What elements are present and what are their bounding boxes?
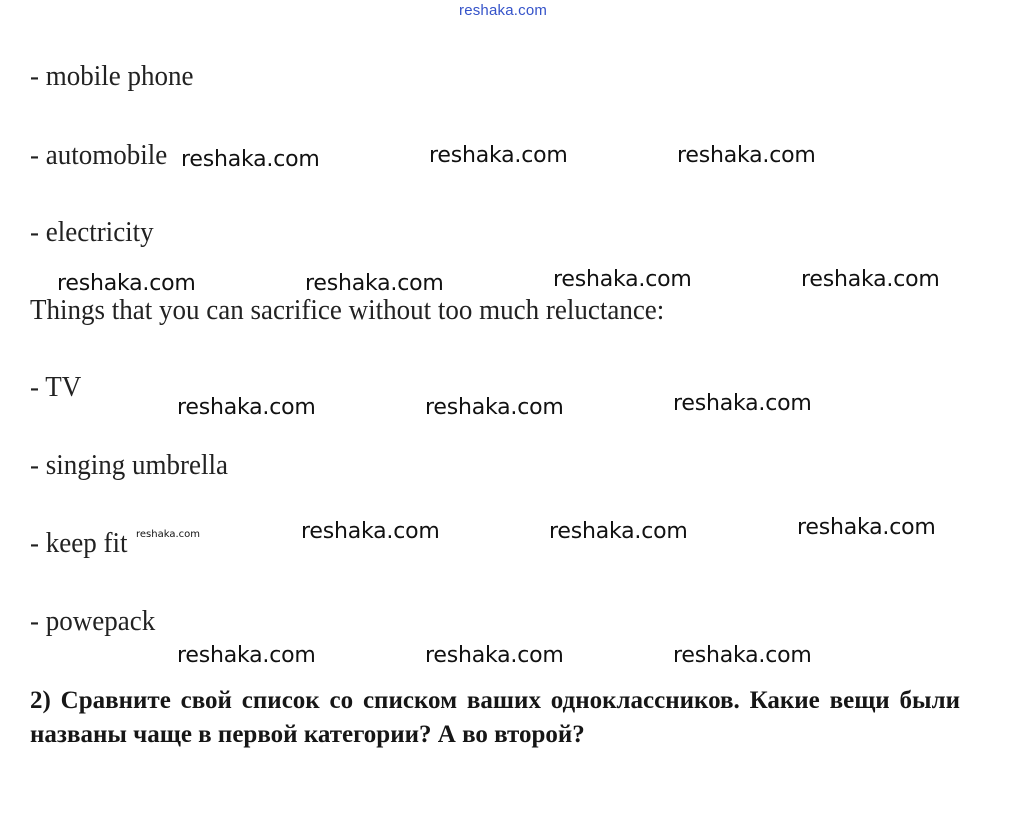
site-watermark-link[interactable]: reshaka.com bbox=[459, 2, 548, 19]
watermark: reshaka.com bbox=[57, 271, 196, 296]
watermark: reshaka.com bbox=[801, 267, 940, 292]
watermark: reshaka.com bbox=[177, 395, 316, 420]
list-item-tv: - TV bbox=[30, 371, 82, 403]
task-question: 2) Сравните свой список со списком ваших одноклассников. Какие вещи были названы чаще в первой категории? А во второй? bbox=[30, 687, 960, 748]
watermark: reshaka.com bbox=[305, 271, 444, 296]
list-item-singing-umbrella: - singing umbrella bbox=[30, 449, 228, 481]
list-item-automobile: - automobile bbox=[30, 139, 168, 171]
list-item-electricity: - electricity bbox=[30, 216, 154, 248]
watermark: reshaka.com bbox=[136, 529, 200, 540]
watermark: reshaka.com bbox=[301, 519, 440, 544]
list-item-mobile-phone: - mobile phone bbox=[30, 60, 194, 92]
watermark: reshaka.com bbox=[673, 643, 812, 668]
watermark: reshaka.com bbox=[797, 515, 936, 540]
section-heading: Things that you can sacrifice without too much reluctance: bbox=[30, 294, 665, 326]
watermark: reshaka.com bbox=[425, 395, 564, 420]
list-item-powepack: - powepack bbox=[30, 605, 156, 637]
watermark: reshaka.com bbox=[553, 267, 692, 292]
watermark: reshaka.com bbox=[429, 143, 568, 168]
watermark: reshaka.com bbox=[677, 143, 816, 168]
watermark: reshaka.com bbox=[181, 147, 320, 172]
list-item-keep-fit: - keep fit bbox=[30, 527, 128, 559]
watermark: reshaka.com bbox=[673, 391, 812, 416]
watermark: reshaka.com bbox=[177, 643, 316, 668]
watermark: reshaka.com bbox=[549, 519, 688, 544]
watermark: reshaka.com bbox=[425, 643, 564, 668]
